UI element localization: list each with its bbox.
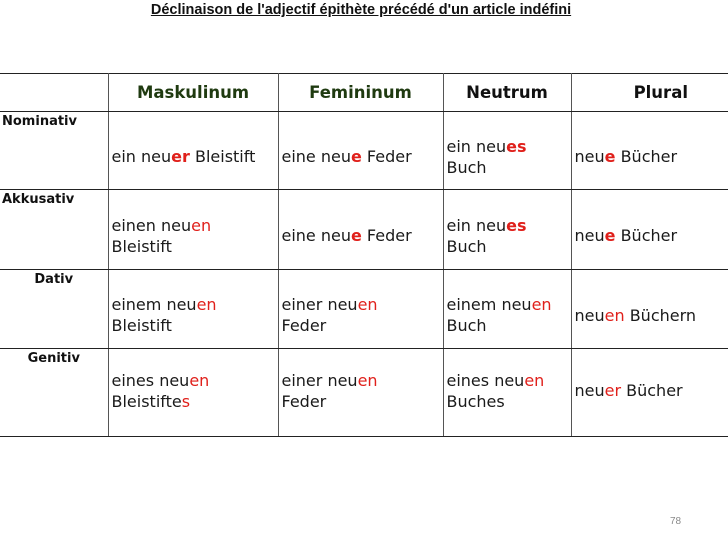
form-cell bbox=[571, 190, 728, 270]
noun-phrase: ein neuer Bleistift bbox=[111, 147, 256, 166]
page-number: 78 bbox=[670, 516, 682, 527]
form-cell bbox=[443, 270, 571, 349]
form-cell bbox=[443, 112, 571, 190]
slide-title: Déclinaison de l'adjectif épithète précédé d'un article indéfini bbox=[150, 2, 572, 18]
adjective-ending: e bbox=[350, 226, 362, 245]
adjective-ending: er bbox=[171, 147, 190, 166]
noun-phrase: einem neuen Buch bbox=[446, 295, 552, 335]
form-cell bbox=[571, 112, 728, 190]
noun-phrase: neuen Büchern bbox=[574, 305, 697, 325]
form-cell bbox=[108, 112, 278, 190]
noun-phrase: einer neuen Feder bbox=[281, 370, 378, 411]
adjective-ending: en bbox=[531, 295, 552, 314]
header-plural: Plural bbox=[571, 74, 728, 112]
adjective-ending: e bbox=[604, 226, 616, 245]
table-row-genitiv bbox=[0, 349, 728, 437]
noun-phrase: einen neuen Bleistift bbox=[111, 215, 212, 256]
noun-phrase: eine neue Feder bbox=[281, 147, 412, 166]
noun-phrase: eine neue Feder bbox=[281, 226, 412, 245]
adjective-ending: en bbox=[191, 215, 212, 235]
form-cell bbox=[278, 349, 443, 437]
case-cell bbox=[0, 112, 108, 190]
header-neutrum: Neutrum bbox=[443, 74, 571, 112]
noun-ending: s bbox=[181, 391, 191, 411]
table-row-nominativ bbox=[0, 112, 728, 190]
form-cell bbox=[278, 270, 443, 349]
adjective-ending: e bbox=[350, 147, 362, 166]
adjective-ending: en bbox=[524, 370, 545, 390]
header-maskulinum: Maskulinum bbox=[108, 74, 278, 112]
case-label: Dativ bbox=[34, 272, 74, 287]
case-cell bbox=[0, 190, 108, 270]
case-cell bbox=[0, 349, 108, 437]
form-cell bbox=[443, 190, 571, 270]
adjective-ending: e bbox=[604, 147, 616, 166]
table-row-dativ bbox=[0, 270, 728, 349]
case-label: Nominativ bbox=[2, 114, 77, 129]
form-cell bbox=[108, 349, 278, 437]
case-label: Genitiv bbox=[27, 351, 80, 366]
header-femininum: Femininum bbox=[278, 74, 443, 112]
form-cell bbox=[108, 190, 278, 270]
adjective-ending: es bbox=[506, 136, 527, 156]
noun-phrase: ein neues Buch bbox=[446, 136, 527, 177]
noun-phrase: neue Bücher bbox=[574, 147, 678, 166]
noun-phrase: eines neuen Buches bbox=[446, 370, 545, 411]
form-cell bbox=[571, 349, 728, 437]
form-cell bbox=[278, 190, 443, 270]
case-cell bbox=[0, 270, 108, 349]
adjective-ending: en bbox=[189, 370, 210, 390]
noun-phrase: ein neues Buch bbox=[446, 215, 527, 256]
table-row-akkusativ bbox=[0, 190, 728, 270]
noun-phrase: neuer Bücher bbox=[574, 381, 683, 400]
noun-phrase: einer neuen Feder bbox=[281, 295, 378, 335]
adjective-ending: en bbox=[604, 305, 625, 325]
corner-cell bbox=[0, 74, 108, 112]
case-label: Akkusativ bbox=[2, 192, 75, 207]
form-cell bbox=[571, 270, 728, 349]
adjective-ending: en bbox=[357, 370, 378, 390]
form-cell bbox=[278, 112, 443, 190]
adjective-ending: er bbox=[604, 381, 622, 400]
noun-phrase: eines neuen Bleistiftes bbox=[111, 370, 210, 411]
adjective-ending: es bbox=[506, 215, 527, 235]
form-cell bbox=[443, 349, 571, 437]
header-row bbox=[0, 74, 728, 112]
noun-phrase: neue Bücher bbox=[574, 226, 678, 245]
noun-phrase: einem neuen Bleistift bbox=[111, 295, 217, 335]
adjective-ending: en bbox=[357, 295, 378, 314]
form-cell bbox=[108, 270, 278, 349]
declension-table bbox=[0, 73, 728, 437]
adjective-ending: en bbox=[196, 295, 217, 314]
